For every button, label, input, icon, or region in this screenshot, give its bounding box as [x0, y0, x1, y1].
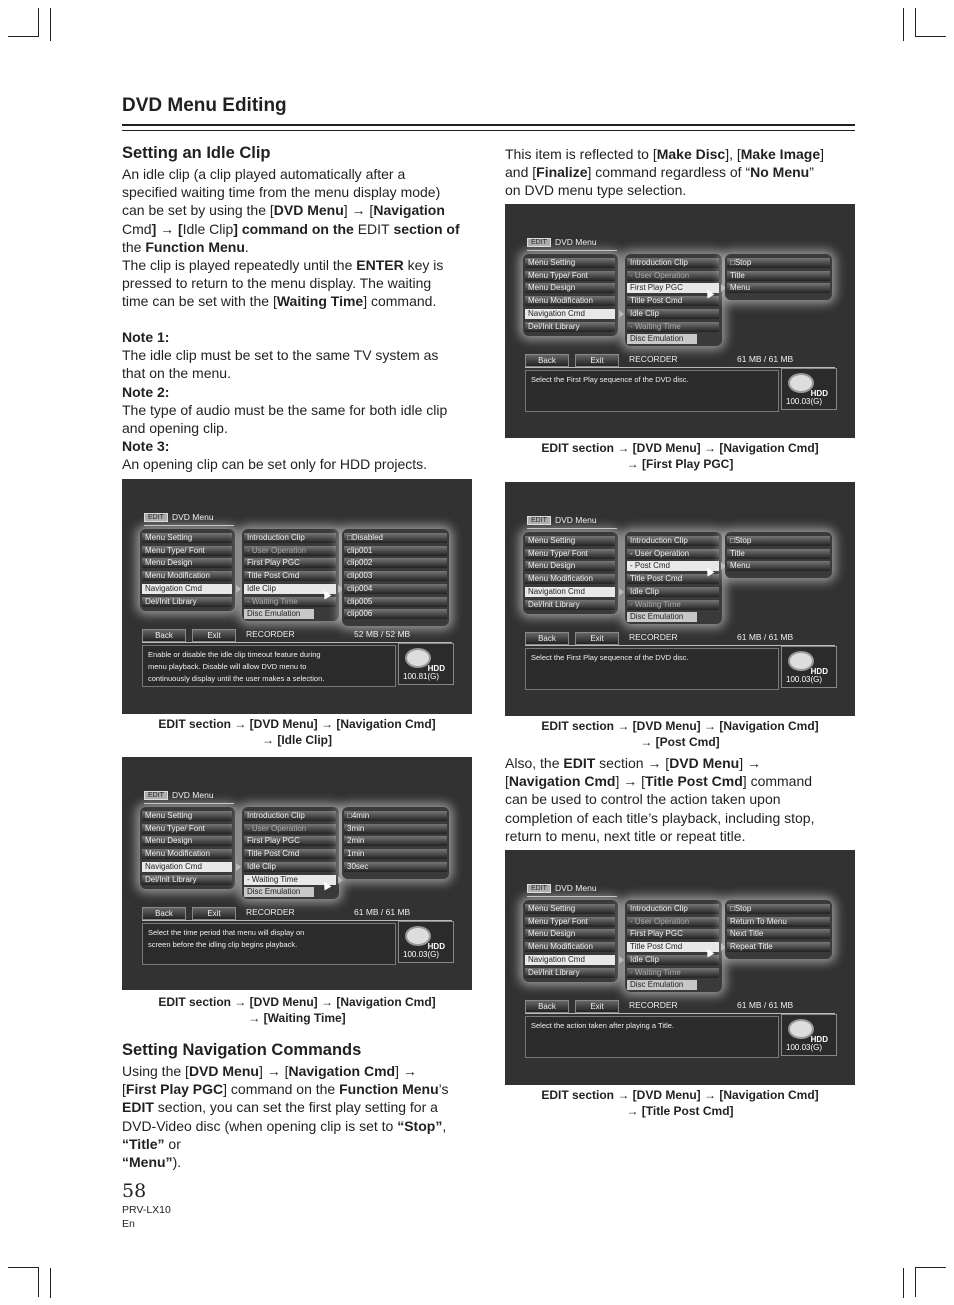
- text-run: This item is reflected to [: [505, 146, 657, 162]
- option-item[interactable]: Title: [727, 549, 830, 559]
- bold-term: DVD Menu: [669, 755, 740, 771]
- chevron-right-icon: [619, 310, 624, 318]
- screenshot-idle-clip: [122, 479, 472, 714]
- middle-menu-item[interactable]: Idle Clip: [244, 584, 336, 594]
- hdd-indicator: [781, 1014, 837, 1056]
- middle-menu-item[interactable]: Introduction Clip: [244, 533, 336, 543]
- bold-term: DVD Menu: [188, 1063, 259, 1079]
- bold-term: Function Menu: [145, 238, 245, 255]
- bold-term: Navigation Cmd: [288, 1063, 396, 1079]
- hdd-capacity: 100.03(G): [786, 675, 823, 684]
- crop-mark: [8, 1267, 39, 1268]
- note-2-line: The type of audio must be the same for both idle clip: [122, 401, 448, 418]
- middle-menu-item[interactable]: First Play PGC: [627, 929, 719, 939]
- chevron-right-icon: [619, 588, 624, 596]
- help-message: [142, 645, 396, 687]
- text-line: [122, 201, 474, 219]
- option-item[interactable]: clip006: [344, 609, 447, 619]
- recorder-label: RECORDER: [246, 629, 295, 639]
- page-number: 58: [122, 1180, 147, 1202]
- crop-mark: [915, 36, 946, 37]
- middle-menu-item[interactable]: - Waiting Time: [627, 968, 719, 978]
- idle-clip-description: [122, 165, 474, 311]
- text-line: [122, 1098, 474, 1116]
- note-2-label: Note 2:: [122, 383, 170, 400]
- help-message-line: screen before the idling clip begins playback.: [148, 940, 298, 949]
- exit-button[interactable]: Exit: [192, 907, 236, 920]
- text-run: ], [: [725, 146, 741, 162]
- note-3-line: An opening clip can be set only for HDD projects.: [122, 456, 428, 473]
- text-run: ] → [: [615, 773, 646, 790]
- bold-term: Title Post Cmd: [645, 773, 743, 790]
- left-menu-item[interactable]: Menu Setting: [525, 904, 615, 914]
- hdd-indicator: [781, 646, 837, 688]
- left-menu-item[interactable]: Menu Modification: [525, 942, 615, 952]
- back-button[interactable]: Back: [525, 1000, 569, 1013]
- hdd-indicator: [398, 643, 454, 685]
- text-line: [505, 754, 857, 772]
- option-item[interactable]: 30sec: [344, 862, 447, 872]
- middle-menu-item[interactable]: Idle Clip: [627, 955, 719, 965]
- left-menu-item[interactable]: Menu Type/ Font: [142, 546, 232, 556]
- left-menu-item[interactable]: Del/Init Library: [525, 600, 615, 610]
- title-post-description: [505, 754, 857, 845]
- caption-title-post: [505, 1088, 855, 1119]
- section-title-navigation: Setting Navigation Commands: [122, 1041, 362, 1059]
- help-message-line: continuously display until the user makes a selection.: [148, 674, 325, 683]
- disc-size: 61 MB / 61 MB: [737, 354, 794, 364]
- left-menu-item[interactable]: Del/Init Library: [142, 597, 232, 607]
- middle-menu-item[interactable]: - Waiting Time: [627, 322, 719, 332]
- left-menu-item[interactable]: Navigation Cmd: [525, 587, 615, 597]
- bold-term: No Menu: [750, 164, 810, 181]
- left-menu-item[interactable]: Menu Setting: [142, 533, 232, 543]
- recorder-label: RECORDER: [629, 632, 678, 642]
- text-run: ] command.: [363, 293, 437, 310]
- help-message-line: menu playback. Disable will allow DVD menu to: [148, 662, 307, 671]
- page-title: DVD Menu Editing: [122, 95, 287, 116]
- left-menu-item[interactable]: Del/Init Library: [142, 875, 232, 885]
- text-line: [122, 292, 474, 310]
- text-line: specified waiting time from the menu display mode): [122, 184, 441, 201]
- text-line: can be used to control the action taken upon: [505, 791, 781, 808]
- recorder-label: RECORDER: [629, 1000, 678, 1010]
- text-run: ] → [: [343, 202, 374, 219]
- back-button[interactable]: Back: [525, 354, 569, 367]
- text-run: ] command regardless of “: [587, 164, 751, 181]
- middle-menu-item[interactable]: Introduction Clip: [627, 904, 719, 914]
- text-line: [122, 1080, 474, 1098]
- left-menu-item[interactable]: Menu Modification: [525, 574, 615, 584]
- text-run: EDIT: [357, 220, 390, 237]
- hdd-label: HDD: [810, 1035, 828, 1044]
- recorder-label: RECORDER: [246, 907, 295, 917]
- title-underline: [527, 896, 617, 897]
- option-item[interactable]: □Stop: [727, 258, 830, 268]
- dvd-menu-title: DVD Menu: [172, 512, 214, 522]
- caption-line: → [Post Cmd]: [640, 734, 720, 749]
- text-run: time can be set with the [: [122, 293, 277, 310]
- bold-term: DVD Menu: [273, 202, 344, 219]
- option-item[interactable]: Repeat Title: [727, 942, 830, 952]
- back-button[interactable]: Back: [525, 632, 569, 645]
- crop-mark: [915, 8, 916, 37]
- crop-mark: [38, 1267, 39, 1297]
- bold-term: Navigation: [373, 202, 445, 219]
- disc-size: 61 MB / 61 MB: [737, 632, 794, 642]
- navigation-description: [122, 1062, 474, 1171]
- middle-menu-item[interactable]: First Play PGC: [244, 558, 336, 568]
- left-menu-item[interactable]: Menu Modification: [142, 849, 232, 859]
- chevron-right-icon: [338, 876, 343, 884]
- middle-menu-item[interactable]: Idle Clip: [627, 587, 719, 597]
- text-run: section, you can set the first play setting for a: [153, 1099, 438, 1116]
- left-menu-item[interactable]: Menu Type/ Font: [142, 824, 232, 834]
- middle-menu-item[interactable]: - Waiting Time: [627, 600, 719, 610]
- text-run: can be set by using the [: [122, 202, 274, 219]
- text-line: pressed to return to the menu display. The waiting: [122, 275, 432, 292]
- crop-mark: [903, 8, 904, 41]
- exit-button[interactable]: Exit: [575, 632, 619, 645]
- bold-term: ] → [: [151, 220, 183, 237]
- middle-menu-item[interactable]: Introduction Clip: [627, 258, 719, 268]
- crop-mark: [915, 1267, 946, 1268]
- hdd-label: HDD: [427, 942, 445, 951]
- bold-term: Make Disc: [656, 146, 726, 162]
- caption-idle-clip: [122, 717, 472, 748]
- text-line: [505, 772, 857, 790]
- caption-line: EDIT section → [DVD Menu] → [Navigation Cmd]: [158, 995, 436, 1009]
- option-item[interactable]: Return To Menu: [727, 917, 830, 927]
- edit-tag: EDIT: [144, 791, 168, 800]
- chevron-right-icon: [236, 585, 241, 593]
- left-menu-item[interactable]: Del/Init Library: [525, 968, 615, 978]
- middle-menu-item[interactable]: - Waiting Time: [244, 597, 336, 607]
- option-item[interactable]: clip002: [344, 558, 447, 568]
- middle-menu-item[interactable]: - User Operation: [627, 271, 719, 281]
- screenshot-post-cmd: [505, 482, 855, 716]
- text-run: Idle Clip: [182, 220, 234, 237]
- text-run: [: [505, 773, 509, 790]
- edit-tag: EDIT: [527, 238, 551, 247]
- screenshot-title-post: [505, 850, 855, 1085]
- text-line: [122, 220, 474, 238]
- left-menu-item[interactable]: Menu Setting: [142, 811, 232, 821]
- option-item[interactable]: □Disabled: [344, 533, 447, 543]
- bold-term: First Play PGC: [125, 1081, 224, 1098]
- middle-menu-item[interactable]: Idle Clip: [627, 309, 719, 319]
- middle-menu-item[interactable]: - Post Cmd: [627, 561, 719, 571]
- title-underline: [144, 525, 234, 526]
- text-line: “Menu”).: [122, 1154, 182, 1171]
- caption-line: EDIT section → [DVD Menu] → [Navigation Cmd]: [541, 441, 819, 455]
- option-item[interactable]: 3min: [344, 824, 447, 834]
- left-menu-item[interactable]: Menu Type/ Font: [525, 271, 615, 281]
- dvd-menu-title: DVD Menu: [555, 515, 597, 525]
- left-menu-item[interactable]: Menu Setting: [525, 536, 615, 546]
- middle-menu-item[interactable]: Disc Emulation: [627, 334, 697, 344]
- option-item[interactable]: □Stop: [727, 904, 830, 914]
- text-run: Also, the: [505, 755, 564, 771]
- caption-line: EDIT section → [DVD Menu] → [Navigation Cmd]: [541, 719, 819, 733]
- help-message: [525, 1016, 779, 1058]
- bold-term: Finalize: [536, 164, 588, 181]
- text-run: .: [244, 238, 249, 255]
- left-menu-item[interactable]: Menu Type/ Font: [525, 549, 615, 559]
- hdd-capacity: 100.03(G): [403, 950, 440, 959]
- help-message-line: Select the action taken after playing a Title.: [531, 1021, 675, 1030]
- text-run: Cmd: [122, 220, 152, 237]
- title-rule: [122, 124, 855, 126]
- option-item[interactable]: □4min: [344, 811, 447, 821]
- edit-tag: EDIT: [527, 884, 551, 893]
- caption-first-play: [505, 441, 855, 472]
- help-message-line: Select the time period that menu will display on: [148, 928, 305, 937]
- left-menu-item[interactable]: Menu Design: [142, 836, 232, 846]
- option-item[interactable]: clip004: [344, 584, 447, 594]
- left-menu-item[interactable]: Navigation Cmd: [142, 584, 232, 594]
- hdd-capacity: 100.81(G): [403, 672, 440, 681]
- caption-line: → [Title Post Cmd]: [626, 1103, 734, 1118]
- text-run: Using the [: [122, 1063, 189, 1079]
- middle-menu-item[interactable]: Title Post Cmd: [244, 571, 336, 581]
- text-run: key is: [403, 257, 444, 274]
- left-menu-item[interactable]: Menu Design: [525, 561, 615, 571]
- text-run: ] command: [742, 773, 813, 790]
- help-message: [525, 648, 779, 690]
- caption-line: EDIT section → [DVD Menu] → [Navigation Cmd]: [158, 717, 436, 731]
- hdd-capacity: 100.03(G): [786, 397, 823, 406]
- middle-menu-item[interactable]: Introduction Clip: [627, 536, 719, 546]
- middle-menu-item[interactable]: Idle Clip: [244, 862, 336, 872]
- text-line: completion of each title’s playback, including stop,: [505, 809, 815, 826]
- text-line: on DVD menu type selection.: [505, 182, 687, 199]
- middle-menu-item[interactable]: Title Post Cmd: [627, 942, 719, 952]
- recorder-label: RECORDER: [629, 354, 678, 364]
- chevron-right-icon: [619, 956, 624, 964]
- middle-menu-item[interactable]: Disc Emulation: [627, 980, 697, 990]
- left-menu-item[interactable]: Menu Setting: [525, 258, 615, 268]
- disc-size: 61 MB / 61 MB: [354, 907, 411, 917]
- left-menu-item[interactable]: Menu Design: [142, 558, 232, 568]
- text-run: ]: [820, 146, 825, 162]
- exit-button[interactable]: Exit: [575, 1000, 619, 1013]
- option-item[interactable]: clip003: [344, 571, 447, 581]
- option-item[interactable]: Title: [727, 271, 830, 281]
- text-line: [122, 238, 474, 256]
- left-menu-item[interactable]: Del/Init Library: [525, 322, 615, 332]
- bold-term: EDIT: [122, 1099, 154, 1116]
- text-run: The clip is played repeatedly until the: [122, 257, 357, 274]
- bold-term: EDIT: [563, 755, 596, 771]
- crop-mark: [8, 36, 39, 37]
- bold-term: Function Menu: [339, 1081, 439, 1098]
- caption-line: → [First Play PGC]: [626, 456, 734, 471]
- title-underline: [527, 528, 617, 529]
- middle-menu-item[interactable]: Title Post Cmd: [627, 296, 719, 306]
- model-number: PRV-LX10: [122, 1204, 171, 1216]
- caption-line: EDIT section → [DVD Menu] → [Navigation Cmd]: [541, 1088, 819, 1102]
- screenshot-first-play: [505, 204, 855, 438]
- bold-term: Navigation Cmd: [508, 773, 616, 790]
- text-run: ”: [809, 164, 814, 181]
- reflected-note: [505, 145, 857, 200]
- left-menu-item[interactable]: Navigation Cmd: [525, 309, 615, 319]
- note-1-line: that on the menu.: [122, 365, 231, 382]
- crop-mark: [50, 1268, 51, 1298]
- bold-term: ] command on the: [233, 220, 358, 237]
- help-message: [142, 923, 396, 965]
- language-code: En: [122, 1218, 135, 1230]
- middle-menu-item[interactable]: - User Operation: [627, 917, 719, 927]
- bold-term: Waiting Time: [276, 293, 364, 310]
- option-item[interactable]: Menu: [727, 283, 830, 293]
- text-line: An idle clip (a clip played automatically after a: [122, 166, 406, 182]
- text-line: [122, 256, 474, 274]
- back-button[interactable]: Back: [142, 629, 186, 642]
- middle-menu-item[interactable]: - User Operation: [244, 546, 336, 556]
- middle-menu-item[interactable]: - User Operation: [244, 824, 336, 834]
- caption-waiting-time: [122, 995, 472, 1026]
- hdd-indicator: [398, 921, 454, 963]
- dvd-menu-title: DVD Menu: [555, 883, 597, 893]
- screenshot-waiting-time: [122, 757, 472, 990]
- option-item[interactable]: Menu: [727, 561, 830, 571]
- middle-menu-item[interactable]: First Play PGC: [244, 836, 336, 846]
- crop-mark: [50, 8, 51, 41]
- text-run: ] command on the: [223, 1081, 340, 1098]
- chevron-right-icon: [236, 863, 241, 871]
- title-underline: [144, 803, 234, 804]
- section-title-idle-clip: Setting an Idle Clip: [122, 144, 271, 162]
- text-run: ] →: [739, 755, 761, 771]
- option-item[interactable]: clip001: [344, 546, 447, 556]
- text-line: [122, 1062, 474, 1080]
- left-menu-item[interactable]: Menu Modification: [142, 571, 232, 581]
- text-run: [: [122, 1081, 126, 1098]
- back-button[interactable]: Back: [142, 907, 186, 920]
- text-line: [505, 163, 857, 181]
- caption-line: → [Idle Clip]: [262, 732, 332, 747]
- middle-menu-item[interactable]: First Play PGC: [627, 283, 719, 293]
- middle-menu-item[interactable]: Title Post Cmd: [244, 849, 336, 859]
- note-1-line: The idle clip must be set to the same TV system as: [122, 347, 439, 364]
- help-message-line: Enable or disable the idle clip timeout feature during: [148, 650, 321, 659]
- text-run: ] →: [395, 1063, 417, 1079]
- edit-tag: EDIT: [527, 516, 551, 525]
- dvd-menu-title: DVD Menu: [555, 237, 597, 247]
- option-item[interactable]: clip005: [344, 597, 447, 607]
- text-line: [505, 145, 857, 163]
- edit-tag: EDIT: [144, 513, 168, 522]
- caption-post-cmd: [505, 719, 855, 750]
- notes: [122, 328, 474, 474]
- title-rule: [122, 130, 855, 131]
- middle-menu-item[interactable]: Disc Emulation: [244, 887, 314, 897]
- left-menu-item[interactable]: Menu Design: [525, 929, 615, 939]
- left-menu-item[interactable]: Navigation Cmd: [525, 955, 615, 965]
- hdd-label: HDD: [810, 389, 828, 398]
- text-run: ] → [: [258, 1063, 289, 1079]
- text-run: section → [: [595, 755, 670, 771]
- disc-size: 52 MB / 52 MB: [354, 629, 411, 639]
- exit-button[interactable]: Exit: [575, 354, 619, 367]
- dvd-menu-title: DVD Menu: [172, 790, 214, 800]
- title-underline: [527, 250, 617, 251]
- middle-menu-item[interactable]: - Waiting Time: [244, 875, 336, 885]
- help-message: [525, 370, 779, 412]
- hdd-indicator: [781, 368, 837, 410]
- crop-mark: [38, 8, 39, 37]
- crop-mark: [903, 1268, 904, 1298]
- hdd-label: HDD: [810, 667, 828, 676]
- hdd-label: HDD: [427, 664, 445, 673]
- note-2-line: and opening clip.: [122, 420, 228, 437]
- left-menu-item[interactable]: Navigation Cmd: [142, 862, 232, 872]
- help-message-line: Select the First Play sequence of the DVD disc.: [531, 375, 689, 384]
- text-line: return to menu, next title or repeat title.: [505, 827, 746, 844]
- bold-term: ENTER: [356, 257, 404, 274]
- help-message-line: Select the First Play sequence of the DVD disc.: [531, 653, 689, 662]
- middle-menu-item[interactable]: Introduction Clip: [244, 811, 336, 821]
- text-line: DVD-Video disc (when opening clip is set to “Stop”, “Title” or: [122, 1117, 447, 1152]
- middle-menu-item[interactable]: Title Post Cmd: [627, 574, 719, 584]
- text-run: and [: [505, 164, 537, 181]
- caption-line: → [Waiting Time]: [248, 1010, 346, 1025]
- crop-mark: [915, 1267, 916, 1297]
- left-menu-item[interactable]: Menu Modification: [525, 296, 615, 306]
- option-item[interactable]: Next Title: [727, 929, 830, 939]
- note-1-label: Note 1:: [122, 329, 170, 345]
- exit-button[interactable]: Exit: [192, 629, 236, 642]
- left-menu-item[interactable]: Menu Design: [525, 283, 615, 293]
- bold-term: section of: [389, 220, 460, 237]
- note-3-label: Note 3:: [122, 438, 170, 455]
- hdd-capacity: 100.03(G): [786, 1043, 823, 1052]
- option-item[interactable]: □Stop: [727, 536, 830, 546]
- text-run: ’s: [438, 1081, 449, 1098]
- bold-term: Make Image: [740, 146, 821, 162]
- middle-menu-item[interactable]: - User Operation: [627, 549, 719, 559]
- left-menu-item[interactable]: Menu Type/ Font: [525, 917, 615, 927]
- option-item[interactable]: 1min: [344, 849, 447, 859]
- option-item[interactable]: 2min: [344, 836, 447, 846]
- middle-menu-item[interactable]: Disc Emulation: [244, 609, 314, 619]
- middle-menu-item[interactable]: Disc Emulation: [627, 612, 697, 622]
- text-run: the: [122, 238, 146, 255]
- disc-size: 61 MB / 61 MB: [737, 1000, 794, 1010]
